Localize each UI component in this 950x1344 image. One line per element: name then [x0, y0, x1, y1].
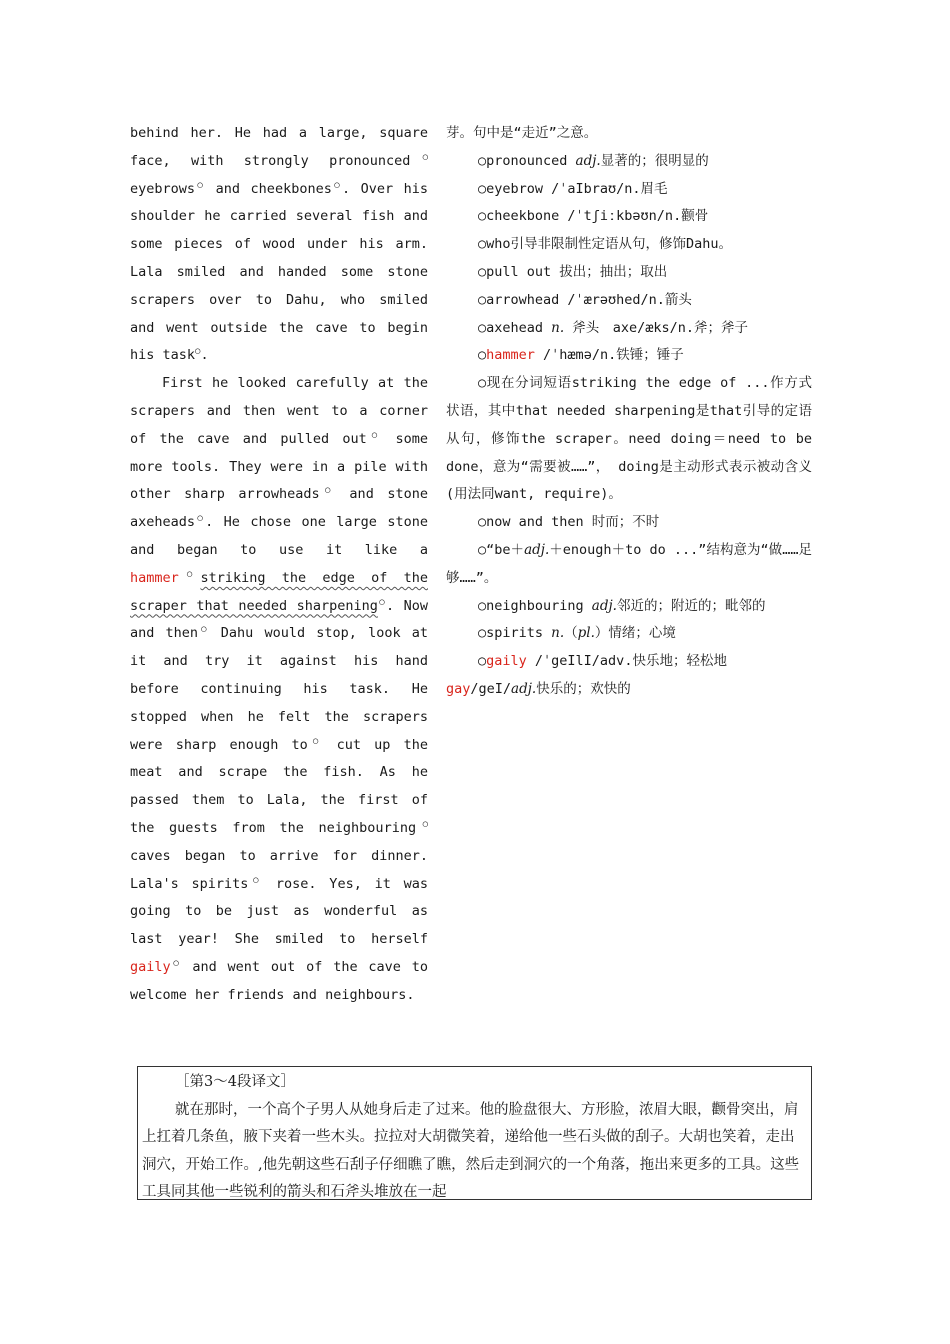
text: . [200, 347, 209, 364]
note-cheekbone: ○cheekbone /ˈtʃiːkbəʊn/n.颧骨 [478, 208, 709, 225]
note-marker: ○ [248, 875, 264, 886]
part-of-speech: adj. [524, 541, 550, 558]
note-arrowhead: ○arrowhead /ˈærəʊhed/n.箭头 [478, 291, 692, 308]
highlighted-word-gaily: gaily [486, 653, 527, 670]
text: ○spirits [478, 625, 552, 642]
paragraph-4 [130, 370, 428, 1009]
note-axehead [446, 315, 812, 343]
text: 快乐的；欢快的 [536, 680, 631, 697]
text: and went out of the cave to welcome her friends and neighbours. [130, 958, 429, 1003]
note-marker: ○ [198, 624, 210, 635]
plural-mark: pl. [577, 625, 595, 642]
text: /ˈgeIlI/adv.快乐地；轻松地 [526, 653, 727, 670]
english-text-column [130, 120, 428, 1010]
text: ＋enough＋to do ...”结构意为“做……足够……”。 [446, 541, 812, 586]
notes-column [446, 120, 812, 704]
text: and stone axeheads [130, 486, 428, 531]
text: ）情绪；心境 [594, 625, 676, 642]
note-hammer [446, 342, 812, 370]
note-neighbouring [446, 593, 812, 621]
part-of-speech: n. [551, 625, 565, 642]
text: First he looked carefully at the scrapers and then went to a corner of the cave and pulled out [130, 375, 428, 447]
text: 斧头 axe/æks/n.斧；斧子 [564, 319, 749, 336]
text: （ [564, 625, 578, 642]
text: /ˈhæmə/n.铁锤；锤子 [534, 347, 684, 364]
part-of-speech: adj. [511, 680, 537, 697]
note-eyebrow: ○eyebrow /ˈaIbraʊ/n.眉毛 [478, 180, 668, 197]
text: ○axehead [478, 319, 552, 336]
note-marker: ○ [319, 485, 336, 496]
highlighted-word-hammer: hammer [486, 347, 535, 364]
note-gaily [446, 648, 812, 676]
translation-box [137, 1066, 812, 1200]
note-marker: ○ [416, 819, 428, 830]
text: /geI/ [470, 680, 512, 697]
text: ○pronounced [478, 152, 576, 169]
note-marker: ○ [195, 513, 206, 524]
note-gay [446, 676, 812, 704]
note-marker: ○ [195, 346, 201, 357]
text: ○“be＋ [478, 541, 525, 558]
note-marker: ○ [410, 152, 428, 163]
text: caves began to arrive for dinner. Lala's spirits [130, 847, 428, 892]
text: . Over his shoulder he carried several fish and some pieces of wood under his arm. Lala smiled and handed some stone scrapers over to Dahu, who smiled and went outside the cave to begin his task [130, 180, 429, 364]
text: cut up the meat and scrape the fish. As he passed them to Lala, the first of the guests from the neighbouring [130, 736, 429, 836]
text: eyebrows [130, 180, 196, 197]
text: and cheekbones [205, 180, 332, 197]
text: ○ [478, 347, 487, 364]
part-of-speech: adj. [575, 152, 601, 169]
note-spirits [446, 620, 812, 648]
note-marker: ○ [366, 430, 383, 441]
text: Dahu would stop, look at it and try it against his hand before continuing his task. He stopped when he felt the scrapers were sharp enough to [130, 625, 429, 753]
note-marker: ○ [307, 736, 324, 747]
text: 显著的；很明显的 [600, 152, 709, 169]
translation-body: 就在那时，一个高个子男人从她身后走了过来。他的脸盘很大、方形脸，浓眉大眼，颧骨突出，肩上扛着几条鱼，腋下夹着一些木头。拉拉对大胡微笑着，递给他一些石头做的刮子。大胡也笑着，走出洞穴，开始工作。,他先朝这些石刮子仔细瞧了瞧，然后走到洞穴的一个角落，拖出来更多的工具。这些工具同其他一些锐利的箭头和石斧头堆放在一起 [142, 1101, 800, 1200]
note-enough-structure [446, 537, 812, 593]
text: . Now and then [130, 597, 429, 642]
note-marker: ○ [195, 180, 206, 191]
translation-heading: ［第3～4段译文］ [175, 1074, 295, 1090]
text: ○ [478, 653, 487, 670]
note-marker: ○ [178, 569, 201, 580]
text: . He chose one large stone and began to use it like a [130, 514, 428, 558]
text: behind her. He had a large, square face, with strongly pronounced [130, 125, 428, 169]
highlighted-word-gaily: gaily [130, 958, 171, 975]
paragraph-3 [130, 120, 428, 370]
text: rose. Yes, it was going to be just as wonderful as last year! She smiled to herself [130, 875, 428, 948]
text: some more tools. They were in a pile with other sharp arrowheads [130, 430, 428, 503]
part-of-speech: n. [551, 319, 565, 336]
note-pronounced [446, 148, 812, 176]
note-marker: ○ [170, 958, 182, 969]
wavy-underlined-phrase: striking the edge of the scraper that needed sharpening [130, 569, 428, 614]
note-who-clause: ○who引导非限制性定语从句，修饰Dahu。 [478, 236, 733, 253]
note-now-and-then: ○now and then 时而；不时 [478, 514, 660, 531]
note-continuation: 芽。句中是“走近”之意。 [446, 125, 598, 141]
highlighted-word-hammer: hammer [130, 569, 179, 586]
note-marker: ○ [377, 597, 387, 608]
note-marker: ○ [331, 180, 342, 191]
note-participle-phrase: ○现在分词短语striking the edge of ...作方式状语，其中that needed sharpening是that引导的定语从句，修饰the scraper。need doing＝need to be done，意为“需要被……”， doing是主动形式表示被动含义(用法同want, require)。 [446, 375, 812, 503]
text: ○neighbouring [478, 597, 592, 614]
part-of-speech: adj. [591, 597, 617, 614]
text: 邻近的；附近的；毗邻的 [616, 597, 766, 614]
note-pull-out: ○pull out 拔出；抽出；取出 [478, 263, 668, 280]
highlighted-word-gay: gay [446, 680, 471, 697]
